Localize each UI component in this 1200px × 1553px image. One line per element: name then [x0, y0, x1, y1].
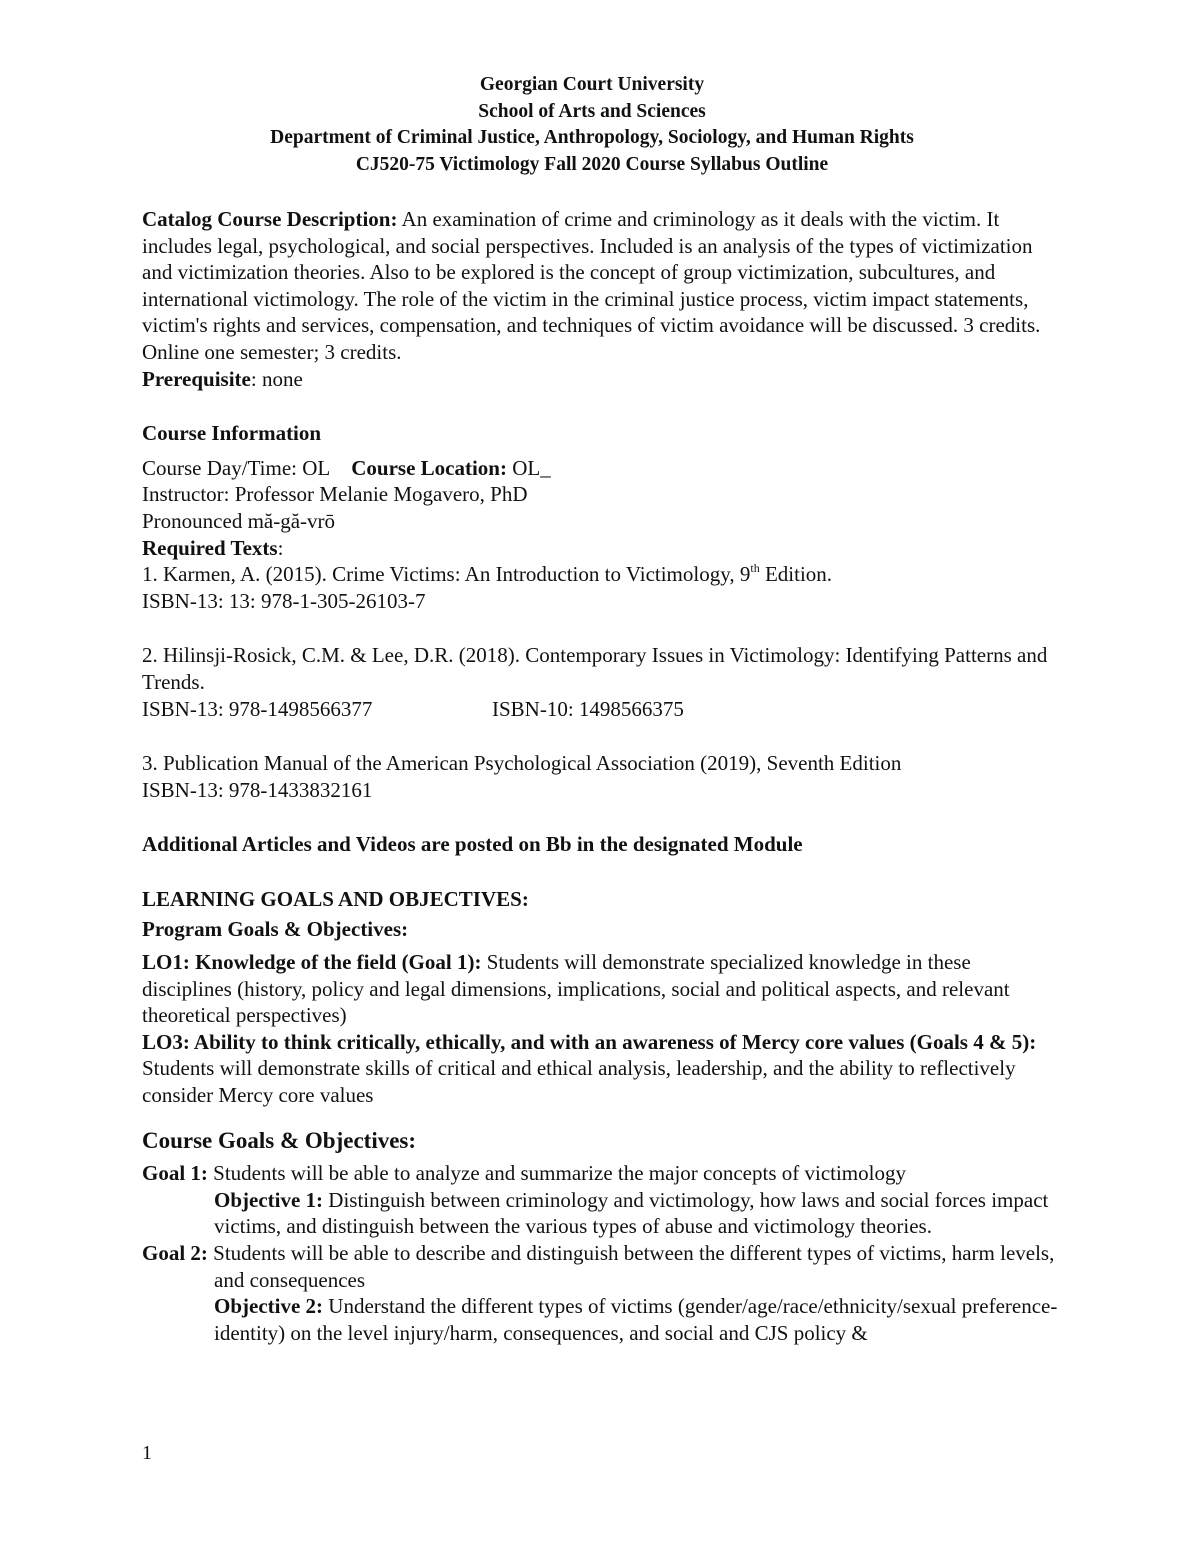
text-3: 3. Publication Manual of the American Psychological Association (2019), Seventh Edition: [142, 751, 902, 776]
learning-goals-heading: LEARNING GOALS AND OBJECTIVES:: [142, 886, 529, 911]
objective-2: Objective 2: Understand the different types of victims (gender/age/race/ethnicity/sexual preference-identity) on the level injury/harm, consequences, and social and CJS policy &: [214, 1294, 1058, 1345]
program-goals-heading: Program Goals & Objectives:: [142, 917, 409, 942]
goal-2: Goal 2: Students will be able to describe and distinguish between the different types of victims, harm levels, and consequences: [142, 1241, 1055, 1292]
course-location-label: Course Location:: [351, 455, 507, 480]
page-number: 1: [142, 1442, 152, 1464]
course-day-time: Course Day/Time: OL: [142, 455, 331, 480]
page-content: [142, 72, 1062, 1346]
goal-1: Goal 1: Students will be able to analyze and summarize the major concepts of victimology: [142, 1161, 906, 1186]
text-1-isbn: ISBN-13: 13: 978-1-305-26103-7: [142, 588, 426, 613]
course-info-heading: Course Information: [142, 421, 322, 446]
text-1: 1. Karmen, A. (2015). Crime Victims: An Introduction to Victimology, 9th Edition.: [142, 561, 833, 587]
prereq-value: : none: [250, 366, 303, 391]
text-3-isbn: ISBN-13: 978-1433832161: [142, 777, 373, 802]
university-name: Georgian Court University: [479, 74, 705, 95]
course-location-value: OL_: [506, 455, 551, 480]
prerequisite: [142, 366, 1062, 393]
course-goals-heading: Course Goals & Objectives:: [142, 1127, 417, 1153]
required-texts-heading: Required Texts:: [142, 535, 284, 560]
instructor: Instructor: Professor Melanie Mogavero, PhD: [142, 482, 528, 507]
prereq-label: Prerequisite: [142, 366, 251, 391]
pronunciation: Pronounced mă-gă-vrō: [142, 508, 336, 533]
lo3: LO3: Ability to think critically, ethically, and with an awareness of Mercy core values (Goals 4 & 5): Students will demonstrate skills of critical and ethical analysis, leadership, and the ability to reflectively consider Mercy core values: [142, 1029, 1037, 1108]
objective-1: Objective 1: Distinguish between criminology and victimology, how laws and social forces impact victims, and distinguish between the various types of abuse and victimology theories.: [214, 1187, 1049, 1239]
text-2: 2. Hilinsji-Rosick, C.M. & Lee, D.R. (2018). Contemporary Issues in Victimology: Identifying Patterns and Trends.: [142, 643, 1048, 694]
catalog-label: Catalog Course Description:: [142, 207, 398, 231]
school-name: School of Arts and Sciences: [478, 100, 706, 122]
lo1: LO1: Knowledge of the field (Goal 1): Students will demonstrate specialized knowledge in these disciplines (history, policy and legal dimensions, implications, social and political aspects, and relevant theoretical perspectives): [142, 950, 1010, 1028]
text-2-isbn: ISBN-13: 978-1498566377 ISBN-10: 1498566375: [142, 696, 684, 721]
catalog-description: [142, 206, 1062, 366]
department-name: Department of Criminal Justice, Anthropology, Sociology, and Human Rights: [270, 127, 914, 148]
document-header: [122, 72, 1062, 178]
catalog-text: An examination of crime and criminology as it deals with the victim. It includes legal, psychological, and social perspectives. Included is an analysis of the types of victimization and victimization theories. Also to be explored is the concept of group victimization, subcultures, and international victimology. The role of the victim in the criminal justice process, victim impact statements, victim's rights and services, compensation, and techniques of victim avoidance will be discussed. 3 credits. Online one semester; 3 credits.: [142, 207, 1041, 364]
course-title: CJ520-75 Victimology Fall 2020 Course Syllabus Outline: [355, 153, 829, 175]
course-day-time-line: [142, 455, 1062, 482]
additional-materials-note: Additional Articles and Videos are posted on Bb in the designated Module: [142, 832, 803, 857]
